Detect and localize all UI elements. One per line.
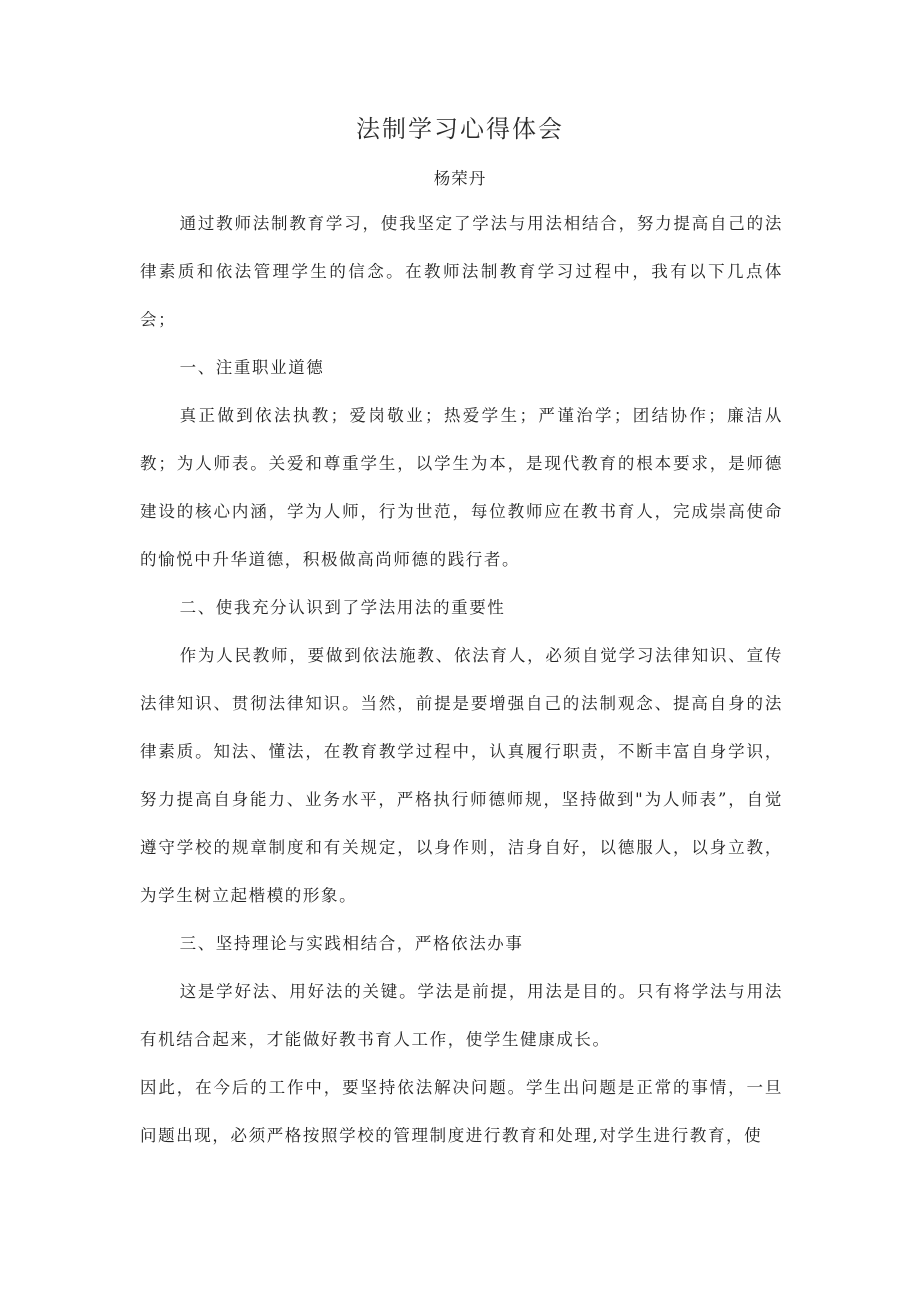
paragraph-section-3: 这是学好法、用好法的关键。学法是前提，用法是目的。只有将学法与用法有机结合起来，才能做好教书育人工作，使学生健康成长。 <box>140 982 783 1049</box>
paragraph-intro: 通过教师法制教育学习，使我坚定了学法与用法相结合，努力提高自己的法律素质和依法管理学生的信念。在教师法制教育学习过程中，我有以下几点体会； <box>140 214 783 329</box>
section-heading-1: 一、注重职业道德 <box>179 358 325 377</box>
paragraph-section-1: 真正做到依法执教；爱岗敬业；热爱学生；严谨治学；团结协作；廉洁从教；为人师表。关爱和尊重学生，以学生为本，是现代教育的根本要求，是师德建设的核心内涵，学为人师，行为世范，每位教师应在教书育人，完成崇高使命的愉悦中升华道德，积极做高尚师德的践行者。 <box>140 406 783 569</box>
document-author: 杨荣丹 <box>433 169 487 188</box>
document-title: 法制学习心得体会 <box>356 115 564 143</box>
paragraph-conclusion: 因此，在今后的工作中，要坚持依法解决问题。学生出问题是正常的事情，一旦问题出现，必须严格按照学校的管理制度进行教育和处理,对学生进行教育，使 <box>140 1078 783 1145</box>
document-body <box>140 200 783 1160</box>
paragraph-section-2: 作为人民教师，要做到依法施教、依法育人，必须自觉学习法律知识、宣传法律知识、贯彻法律知识。当然，前提是要增强自己的法制观念、提高自身的法律素质。知法、懂法，在教育教学过程中，认真履行职责，不断丰富自身学识，努力提高自身能力、业务水平，严格执行师德师规，坚持做到"为人师表”，自觉遵守学校的规章制度和有关规定，以身作则，洁身自好，以德服人，以身立教，为学生树立起楷模的形象。 <box>140 646 783 905</box>
section-heading-3: 三、坚持理论与实践相结合，严格依法办事 <box>179 934 524 953</box>
section-heading-2: 二、使我充分认识到了学法用法的重要性 <box>179 598 506 617</box>
